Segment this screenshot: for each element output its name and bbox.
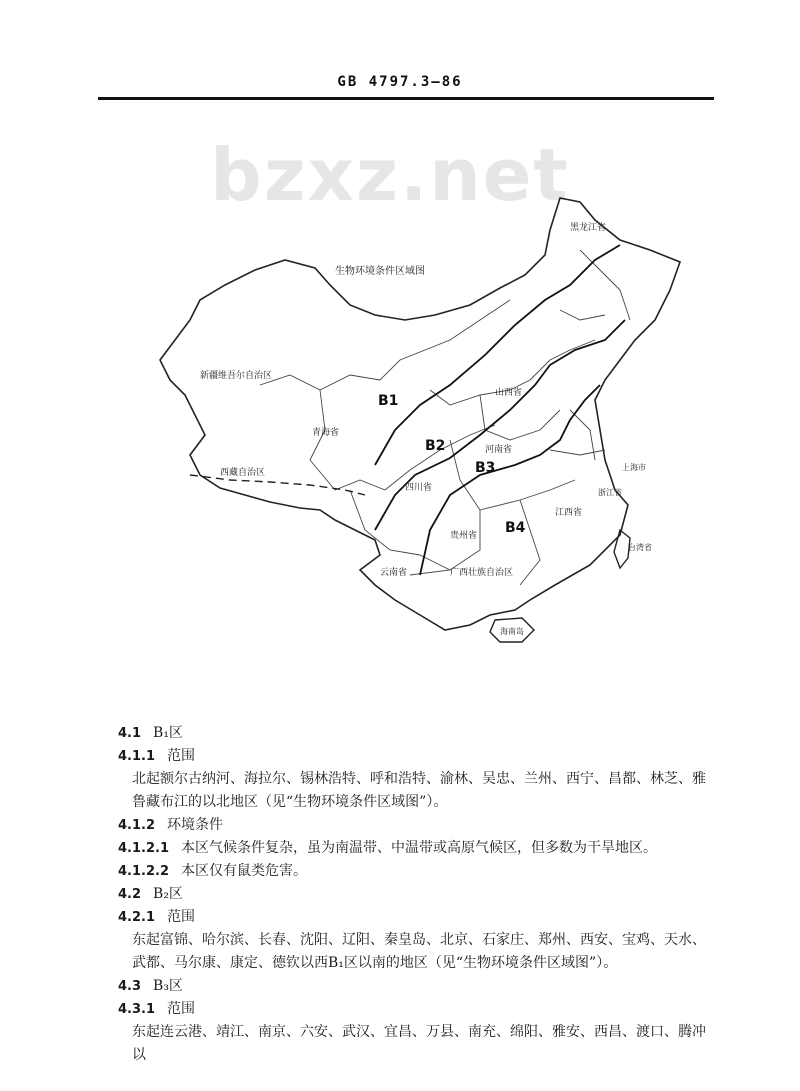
label-yunnan: 云南省	[380, 568, 408, 578]
section-text: 本区仅有鼠类危害。	[181, 863, 307, 879]
section-title: B₁区	[153, 725, 183, 741]
zone-label-b1: B1	[378, 393, 399, 409]
section-title: B₃区	[153, 978, 183, 994]
section-4-1-1	[118, 745, 718, 768]
section-number: 4.3.1	[118, 1002, 156, 1017]
section-number: 4.1.2.1	[118, 841, 169, 856]
section-text: 本区气候条件复杂，虽为南温带、中温带或高原气候区，但多数为干旱地区。	[181, 840, 657, 856]
watermark: bzxz.net	[210, 133, 570, 217]
section-4-2	[118, 883, 718, 906]
section-number: 4.1.2.2	[118, 864, 169, 879]
label-qinghai: 青海省	[312, 428, 340, 438]
zone-label-b4: B4	[505, 520, 526, 536]
label-shanghai: 上海市	[622, 463, 646, 472]
section-4-2-1-text: 东起富锦、哈尔滨、长春、沈阳、辽阳、秦皇岛、北京、石家庄、郑州、西安、宝鸡、天水、武都、马尔康、康定、德钦以西B₁区以南的地区（见“生物环境条件区域图”）。	[132, 932, 706, 971]
label-hainan: 海南岛	[500, 627, 524, 636]
label-xinjiang: 新疆维吾尔自治区	[200, 371, 273, 381]
section-title: 范围	[167, 1001, 196, 1017]
zone-boundaries	[375, 245, 625, 575]
section-4-3-1-text: 东起连云港、靖江、南京、六安、武汉、宜昌、万县、南充、绵阳、雅安、西昌、渡口、腾冲以	[132, 1024, 706, 1063]
section-4-3-1	[118, 998, 718, 1021]
section-title: 环境条件	[167, 817, 224, 833]
biological-environment-zone-map	[150, 190, 710, 650]
section-number: 4.1.2	[118, 818, 156, 833]
section-4-1-2-2	[118, 860, 718, 883]
section-title: B₂区	[153, 886, 183, 902]
document-body	[118, 722, 718, 1067]
section-4-1-1-text: 北起额尔古纳河、海拉尔、锡林浩特、呼和浩特、渝林、吴忠、兰州、西宁、昌都、林芝、雅鲁藏布江的以北地区（见“生物环境条件区域图”）。	[132, 771, 706, 810]
label-sichuan: 四川省	[405, 483, 433, 493]
label-henan: 河南省	[485, 445, 513, 455]
page-header: GB 4797.3—86	[337, 74, 463, 90]
label-tibet: 西藏自治区	[220, 468, 266, 478]
label-taiwan: 台湾省	[628, 543, 652, 552]
zone-label-b3: B3	[475, 460, 496, 476]
header-rule	[98, 97, 714, 100]
section-number: 4.3	[118, 979, 142, 994]
province-boundaries	[260, 250, 630, 585]
section-4-1	[118, 722, 718, 745]
section-4-1-2	[118, 814, 718, 837]
label-heilongjiang: 黑龙江省	[570, 223, 607, 233]
label-guangxi: 广西壮族自治区	[450, 568, 514, 578]
label-shanxi: 山西省	[495, 388, 523, 398]
section-number: 4.1.1	[118, 749, 156, 764]
map-title: 生物环境条件区域图	[335, 266, 425, 277]
section-number: 4.1	[118, 726, 142, 741]
section-number: 4.2.1	[118, 910, 156, 925]
section-number: 4.2	[118, 887, 142, 902]
map-outline	[160, 198, 680, 630]
label-jiangxi: 江西省	[555, 508, 583, 518]
label-guizhou: 贵州省	[450, 531, 478, 541]
zone-label-b2: B2	[425, 438, 446, 454]
section-4-1-2-1	[118, 837, 718, 860]
section-title: 范围	[167, 909, 196, 925]
label-zhejiang: 浙江省	[598, 488, 622, 497]
section-4-2-1	[118, 906, 718, 929]
section-4-3	[118, 975, 718, 998]
section-title: 范围	[167, 748, 196, 764]
